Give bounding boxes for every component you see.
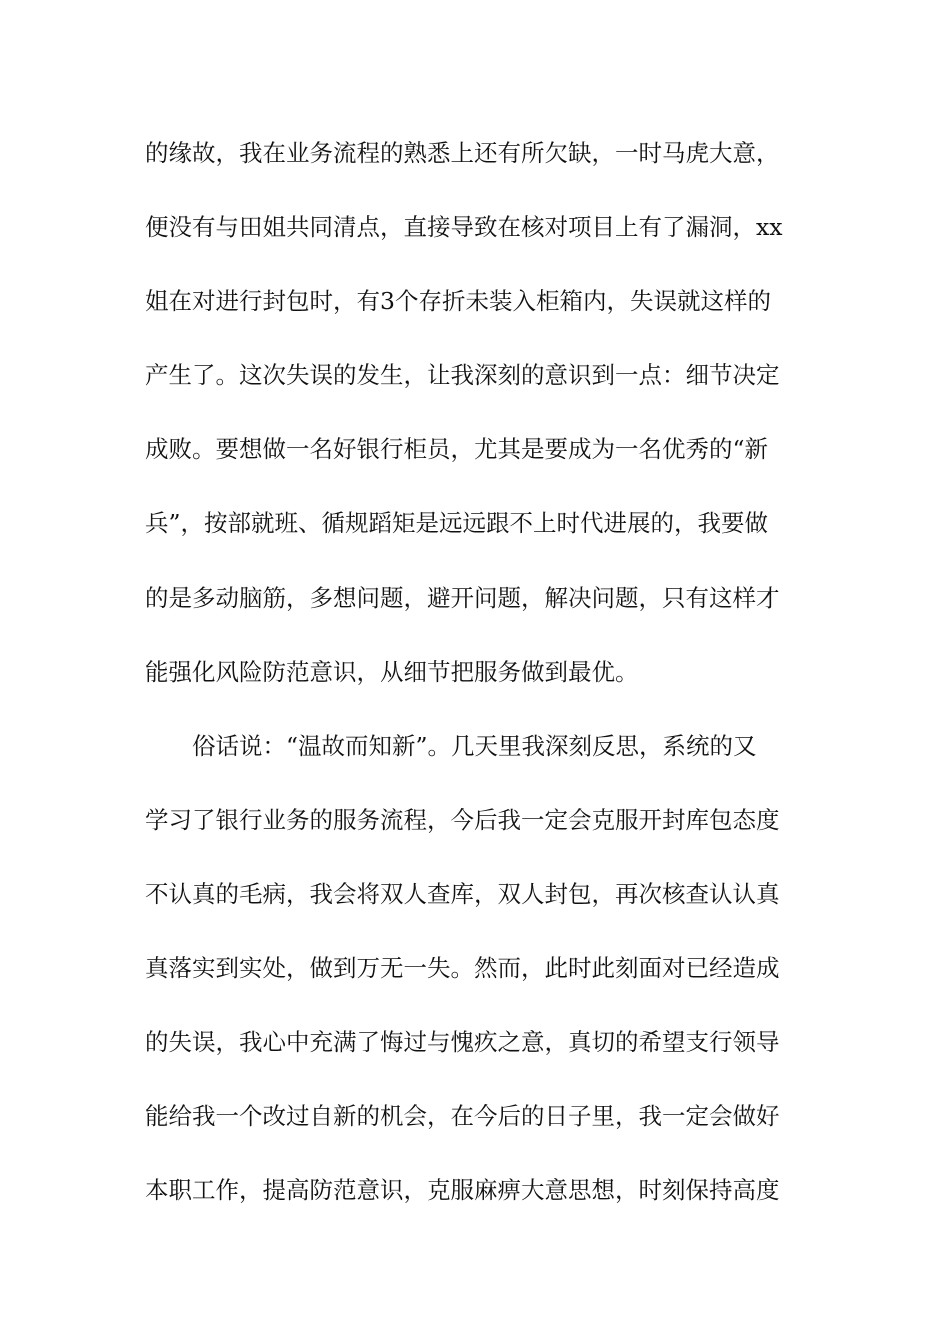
text-line: 产生了。这次失误的发生，让我深刻的意识到一点：细节决定 (145, 361, 780, 390)
text-line: 能给我一个改过自新的机会，在今后的日子里，我一定会做好 (145, 1102, 780, 1131)
text-line: 姐在对进行封包时，有3个存折未装入柜箱内，失误就这样的 (145, 287, 771, 316)
text-line: 本职工作，提高防范意识，克服麻痹大意思想，时刻保持高度 (145, 1176, 780, 1205)
paragraph-start-line: 俗话说：“温故而知新”。几天里我深刻反思，系统的又 (192, 731, 757, 760)
body-text (145, 128, 815, 1239)
text-line: 能强化风险防范意识，从细节把服务做到最优。 (145, 657, 639, 686)
text-line: 真落实到实处，做到万无一失。然而，此时此刻面对已经造成 (145, 954, 780, 983)
text-line: 的是多动脑筋，多想问题，避开问题，解决问题，只有这样才 (145, 583, 780, 612)
text-line: 成败。要想做一名好银行柜员，尤其是要成为一名优秀的“新 (145, 435, 769, 464)
text-line: 的缘故，我在业务流程的熟悉上还有所欠缺，一时马虎大意， (145, 139, 780, 167)
text-line: 学习了银行业务的服务流程，今后我一定会克服开封库包态度 (145, 805, 780, 834)
text-line: 的失误，我心中充满了悔过与愧疚之意，真切的希望支行领导 (145, 1028, 780, 1057)
text-line: 兵”，按部就班、循规蹈矩是远远跟不上时代进展的，我要做 (145, 509, 769, 538)
text-line: 不认真的毛病，我会将双人查库，双人封包，再次核查认认真 (145, 879, 780, 908)
text-line: 便没有与田姐共同清点，直接导致在核对项目上有了漏洞，xx (145, 213, 783, 242)
